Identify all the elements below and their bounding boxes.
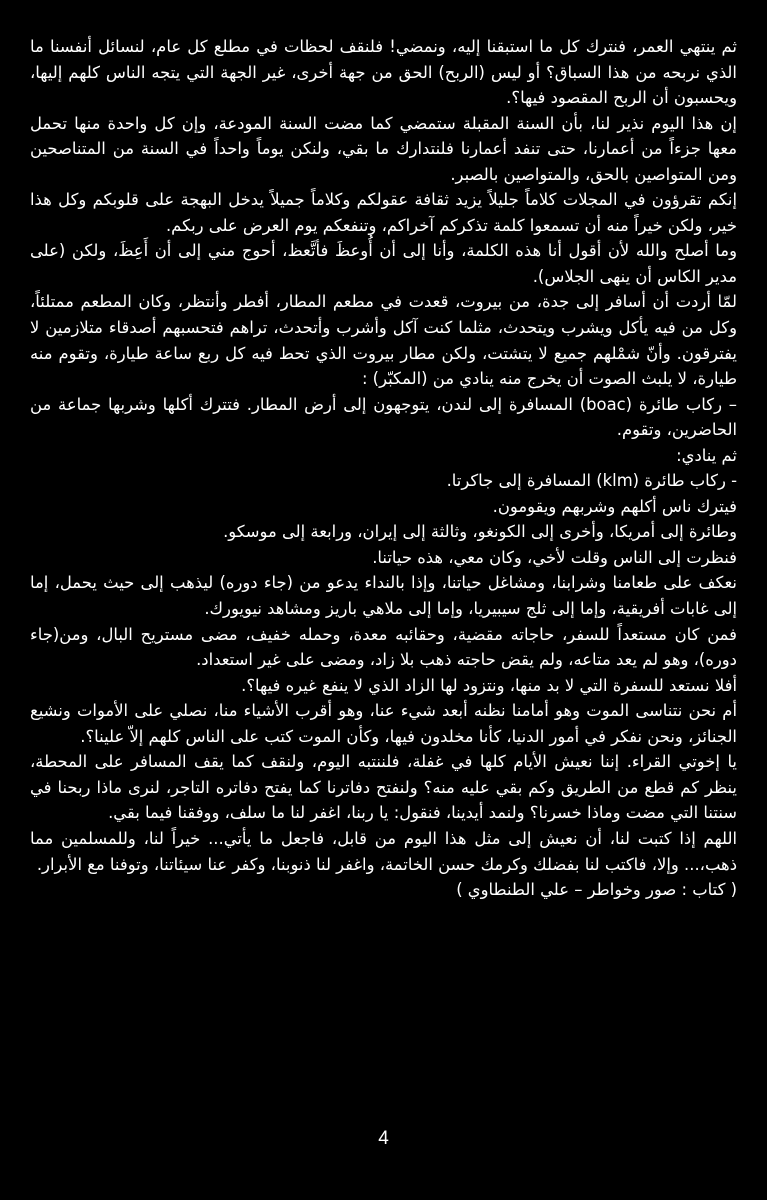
paragraph: فنظرت إلى الناس وقلت لأخي، وكان معي، هذه حياتنا.	[372, 547, 737, 567]
paragraph: وطائرة إلى أمريكا، وأخرى إلى الكونغو، وثالثة إلى إيران، ورابعة إلى موسكو.	[223, 522, 737, 542]
paragraph: أفلا نستعد للسفرة التي لا بد منها، ونتزود لها الزاد الذي لا ينفع غيره فيها؟.	[241, 675, 737, 695]
paragraph: لمّا أردت أن أسافر إلى جدة، من بيروت، قعدت في مطعم المطار، أفطر وأنتظر، وكان المطعم ممتلئاً، وكل من فيه يأكل ويشرب ويتحدث، مثلما كنت آكل وأشرب وأتحدث، تراهم فتحسبهم أصدقاء متلازمين لا يفترقون. وأنّ شمْلهم جميع لا يتشتت، ولكن مطار بيروت الذي تحط فيه كل ربع ساعة طيارة، وتقوم منه طيارة، لا يلبث الصوت أن يخرج منه ينادي من (المكبّر) :	[30, 292, 737, 389]
paragraph: أم نحن نتناسى الموت وهو أمامنا نظنه أبعد شيء عنا، وهو أقرب الأشياء منا، نصلي على الأموات ونشيع الجنائز، ونحن نفكر في أمور الدنيا، كأنا مخلدون فيها، وكأن الموت كتب على الناس كلهم إلاّ علينا؟.	[30, 701, 737, 746]
page-number: 4	[378, 1128, 389, 1149]
paragraph: ثم ينتهي العمر، فنترك كل ما استبقنا إليه، ونمضي! فلنقف لحظات في مطلع كل عام، لنسائل أنفسنا ما الذي نربحه من هذا السباق؟ أو ليس (الربح) الحق من جهة أخرى، غير الجهة التي يتجه الناس كلهم إليها، ويحسبون أن الربح المقصود فيها؟.	[30, 37, 737, 108]
paragraph: اللهم إذا كتبت لنا، أن نعيش إلى مثل هذا اليوم من قابل، فاجعل ما يأتي... خيراً لنا، وللمسلمين مما ذهب،... وإلا، فاكتب لنا بفضلك وكرمك حسن الخاتمة، واغفر لنا ذنوبنا، وكفر عنا سيئاتنا، وتوفنا مع الأبرار.	[30, 828, 737, 874]
paragraph: يا إخوتي القراء. إننا نعيش الأيام كلها في غفلة، فلننتبه اليوم، ولنقف كما يقف المسافر على المحطة، ينظر كم قطع من الطريق وكم بقي عليه منه؟ ولنفتح دفاترنا كما يفتح دفاتره التاجر، لنرى ماذا ربحنا في سنتنا التي مضت وماذا خسرنا؟ ولنمد أيدينا، فنقول: يا ربنا، اغفر لنا ما سلف، ووفقنا فيما بقي.	[30, 752, 737, 823]
paragraph: إنكم تقرؤون في المجلات كلاماً جليلاً يزيد ثقافة عقولكم وكلاماً جميلاً يدخل البهجة على قلوبكم وكل هذا خير، ولكن خيراً منه أن تسمعوا كلمة تذكركم آخراكم، وتنفعكم يوم العرض على ربكم.	[30, 190, 737, 235]
paragraph: - ركاب طائرة (klm) المسافرة إلى جاكرتا.	[446, 471, 737, 491]
paragraph: ثم ينادي:	[676, 445, 737, 465]
paragraph: – ركاب طائرة (boac) المسافرة إلى لندن، يتوجهون إلى أرض المطار. فتترك أكلها وشربها جماعة من الحاضرين، وتقوم.	[30, 394, 737, 440]
paragraph: فيترك ناس أكلهم وشربهم ويقومون.	[492, 496, 737, 516]
paragraph: فمن كان مستعداً للسفر، حاجاته مقضية، وحقائبه معدة، وحمله خفيف، مضى مستريح البال، ومن(جاء دوره)، وهو لم يعد متاعه، ولم يقض حاجته ذهب بلا زاد، ومضى على غير استعداد.	[30, 624, 737, 670]
paragraph: نعكف على طعامنا وشرابنا، ومشاغل حياتنا، وإذا بالنداء يدعو من (جاء دوره) ليذهب إلى حيث يحمل، إما إلى غابات أفريقية، وإما إلى ثلج سيبيريا، وإما إلى ملاهي باريز ومشاهد نيويورك.	[30, 573, 737, 619]
source-citation: ( كتاب : صور وخواطر – علي الطنطاوي )	[456, 880, 737, 900]
paragraph: إن هذا اليوم نذير لنا، بأن السنة المقبلة ستمضي كما مضت السنة المودعة، وإن كل واحدة منها تحمل معها جزءاً من أعمارنا، حتى تنفد أعمارنا فلنتدارك ما بقي، ولنكن يوماً واحداً في السنة من المتناصحين ومن المتواصين بالحق، والمتواصين بالصبر.	[30, 113, 737, 184]
paragraph: وما أصلح والله لأن أقول أنا هذه الكلمة، وأنا إلى أن أُوعظَ فأتَّعظ، أحوج مني إلى أن أَعِظَ، ولكن (على مدير الكاس أن ينهى الجلاس).	[30, 241, 737, 286]
article-text	[30, 34, 737, 903]
